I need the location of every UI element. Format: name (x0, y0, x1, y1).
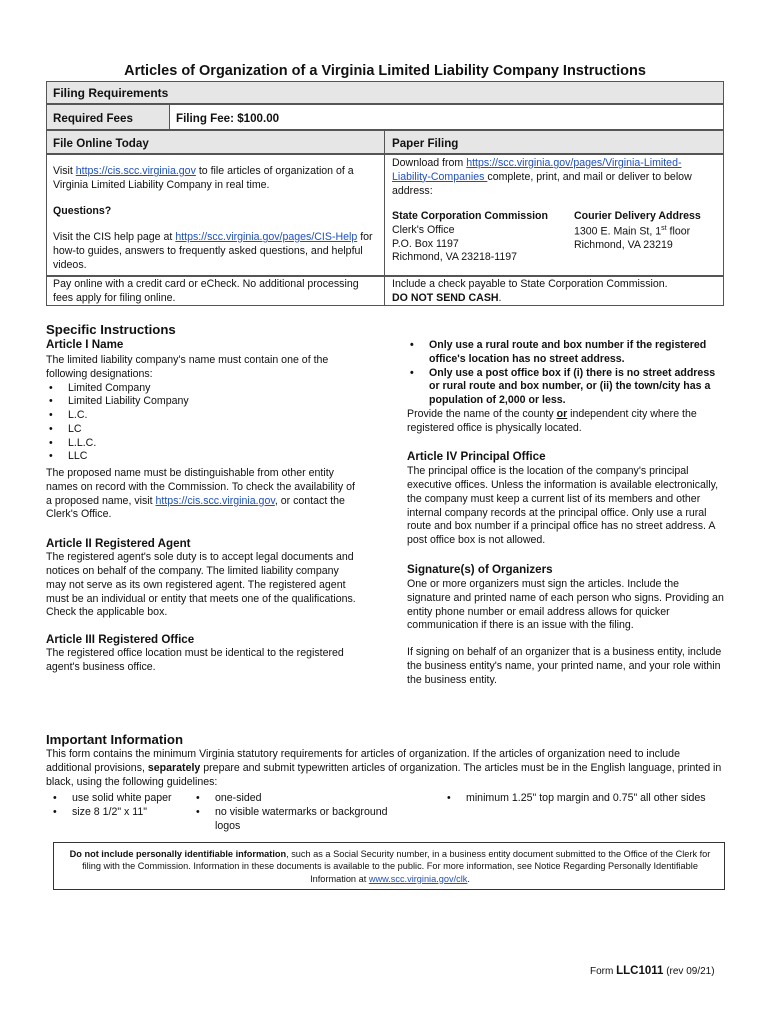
filing-requirements-header (46, 81, 724, 104)
clerk-link[interactable]: www.scc.virginia.gov/clk (368, 873, 468, 884)
article-3-text: The registered office location must be identical to the registered agent's business office. (46, 647, 344, 673)
courier-sup: st (661, 224, 667, 232)
designation-item: • Limited Liability Company (46, 395, 361, 409)
pii-notice-bold: Do not include personally identifiable information (69, 849, 287, 859)
paper-text-pre: Download from (392, 157, 467, 169)
filing-requirements-label: Filing Requirements (53, 86, 169, 100)
page-title: Articles of Organization of a Virginia Limited Liability Company Instructions (124, 63, 646, 79)
paper-text-post: complete, print, and mail or deliver to below address: (392, 170, 692, 197)
designation-item: • L.L.C. (46, 437, 361, 451)
pii-notice-text (62, 848, 718, 885)
paper-text (392, 157, 717, 198)
clerk-address-line1: Clerk's Office (392, 223, 455, 236)
article-1-text-post: , or contact the Clerk's Office. (46, 494, 345, 521)
county-text-post: independent city where the registered office is physically located. (407, 407, 697, 434)
guideline-item: • size 8 1/2" x 11" (50, 806, 190, 820)
help-text-post: for how-to guides, answers to frequently asked questions, and helpful videos. (53, 231, 373, 271)
online-text-post: to file articles of organization of a Virginia Limited Liability Company in real time. (53, 165, 354, 191)
important-text-separately: separately (147, 761, 201, 774)
designation-item: • Limited Company (46, 382, 361, 396)
guideline-item: • one-sided (193, 792, 413, 806)
required-fees-label: Required Fees (53, 112, 133, 125)
check-cell (384, 276, 724, 306)
paper-filing-cell (384, 154, 724, 276)
guideline-item: • minimum 1.25" top margin and 0.75" all other sides (444, 792, 714, 806)
rural-route-rule: • Only use a rural route and box number if the registered office's location has no street address. (407, 339, 724, 367)
check-text (392, 278, 720, 306)
article-4-text: The principal office is the location of the company's principal executive offices. Unless the information is available electronically, the company must keep a current list of its members and other internal company records at the principal office. Only use a rural route and box number if a principal office has no street address. A post office box is not allowed. (407, 465, 719, 547)
signature-title: Signature(s) of Organizers (407, 563, 553, 577)
filing-fee-cell (169, 104, 724, 130)
courier-floor: floor (666, 225, 691, 238)
file-online-label: File Online Today (53, 137, 149, 150)
signature-text: One or more organizers must sign the articles. Include the signature and printed name of each person who signs. Providing an entity phone number or email address allows for quicker communication if there is an issue with the filing. (407, 578, 724, 632)
courier-street: 1300 E. Main St, 1 (574, 225, 662, 238)
online-text-pre: Visit (53, 165, 76, 177)
pii-notice-body: , such as a Social Security number, in a business entity document submitted to the Office of the Clerk for filing with the Commission. Information in these documents is available to the public. For more information, see Notice Regarding Personally Identifiable Information at (82, 849, 711, 884)
left-column (46, 337, 361, 675)
form-footer (590, 964, 715, 979)
form-label: Form (590, 966, 617, 977)
county-or: or (556, 407, 568, 420)
article-2-title: Article II Registered Agent (46, 537, 191, 551)
article-1-text-pre: The proposed name must be distinguishable from other entity names on record with the Commission. To check the availability of a proposed name, visit (46, 467, 355, 507)
guideline-item: • no visible watermarks or background logos (193, 806, 413, 834)
help-text-pre: Visit the CIS help page at (53, 231, 176, 243)
important-info-title: Important Information (46, 732, 183, 747)
courier-address-line2: Richmond, VA 23219 (574, 239, 673, 252)
pay-online-text: Pay online with a credit card or eCheck. No additional processing fees apply for filing online. (53, 278, 359, 304)
guidelines-col-2 (193, 792, 413, 833)
no-cash-period: . (498, 291, 502, 304)
right-column (407, 339, 724, 687)
guidelines-col-3 (444, 792, 714, 806)
no-cash-warning: DO NOT SEND CASH (392, 291, 499, 304)
designation-list (46, 382, 361, 465)
important-text-pre: This form contains the minimum Virginia statutory requirements for articles of organization. If the articles of organization need to include additional provisions, (46, 748, 680, 774)
designation-item: • LLC (46, 450, 361, 464)
po-box-rule: • Only use a post office box if (i) there is no street address or rural route and box number, or (ii) the town/city has a population of 2,000 or less. (407, 367, 724, 408)
filing-fee-value: Filing Fee: $100.00 (176, 112, 280, 125)
courier-address-line1 (574, 224, 701, 239)
designation-item: • LC (46, 423, 361, 437)
signature-entity-text: If signing on behalf of an organizer that is a business entity, include the business entity's name, your printed name, and your role within the business entity. (407, 646, 722, 686)
guideline-item: • use solid white paper (50, 792, 190, 806)
cis-link[interactable]: https://cis.scc.virginia.gov (75, 165, 196, 177)
paper-filing-label: Paper Filing (392, 137, 459, 150)
specific-instructions-title: Specific Instructions (46, 322, 176, 337)
clerk-address (392, 210, 548, 265)
form-id: LLC1011 (616, 965, 664, 977)
designation-item: • L.C. (46, 409, 361, 423)
article-1-text (46, 467, 361, 522)
paper-filing-header (384, 130, 724, 154)
required-fees-cell (46, 104, 170, 130)
file-online-cell (46, 154, 385, 276)
llc-forms-link[interactable]: https://scc.virginia.gov/pages/Virginia-Limited-Liability-Companies (392, 157, 682, 183)
article-1-intro: The limited liability company's name must contain one of the following designations: (46, 354, 329, 380)
article-3-title: Article III Registered Office (46, 633, 195, 647)
check-instruction: Include a check payable to State Corporation Commission. (392, 278, 668, 290)
name-availability-link[interactable]: https://cis.scc.virginia.gov (155, 494, 275, 507)
address-rules-list (407, 339, 724, 408)
pay-online-cell (46, 276, 385, 306)
county-text (407, 408, 724, 436)
online-text (53, 165, 379, 193)
pii-notice-period: . (467, 873, 470, 884)
courier-address (574, 210, 701, 253)
form-revision: (rev 09/21) (663, 966, 715, 977)
clerk-address-line3: Richmond, VA 23218-1197 (392, 251, 518, 264)
file-online-header (46, 130, 385, 154)
cis-help-link[interactable]: https://scc.virginia.gov/pages/CIS-Help (175, 231, 358, 243)
courier-address-title: Courier Delivery Address (574, 210, 701, 222)
important-text-post: prepare and submit typewritten articles of organization. The articles must be in the English language, printed in black, using the following guidelines: (46, 761, 722, 788)
article-1-title: Article I Name (46, 338, 124, 351)
article-2-text: The registered agent's sole duty is to accept legal documents and notices on behalf of the company. The limited liability company may not serve as its own registered agent. The registered agent must be an individual or entity that meets one of the qualifications. Check the applicable box. (46, 551, 356, 619)
pii-notice-box (53, 842, 725, 890)
important-info-text (46, 748, 726, 789)
county-text-pre: Provide the name of the county (407, 407, 557, 420)
help-text (53, 231, 381, 272)
questions-label: Questions? (53, 205, 112, 217)
article-4-title: Article IV Principal Office (407, 450, 546, 464)
clerk-address-line2: P.O. Box 1197 (392, 237, 459, 250)
guidelines-col-1 (50, 792, 190, 820)
clerk-address-title: State Corporation Commission (392, 210, 548, 222)
